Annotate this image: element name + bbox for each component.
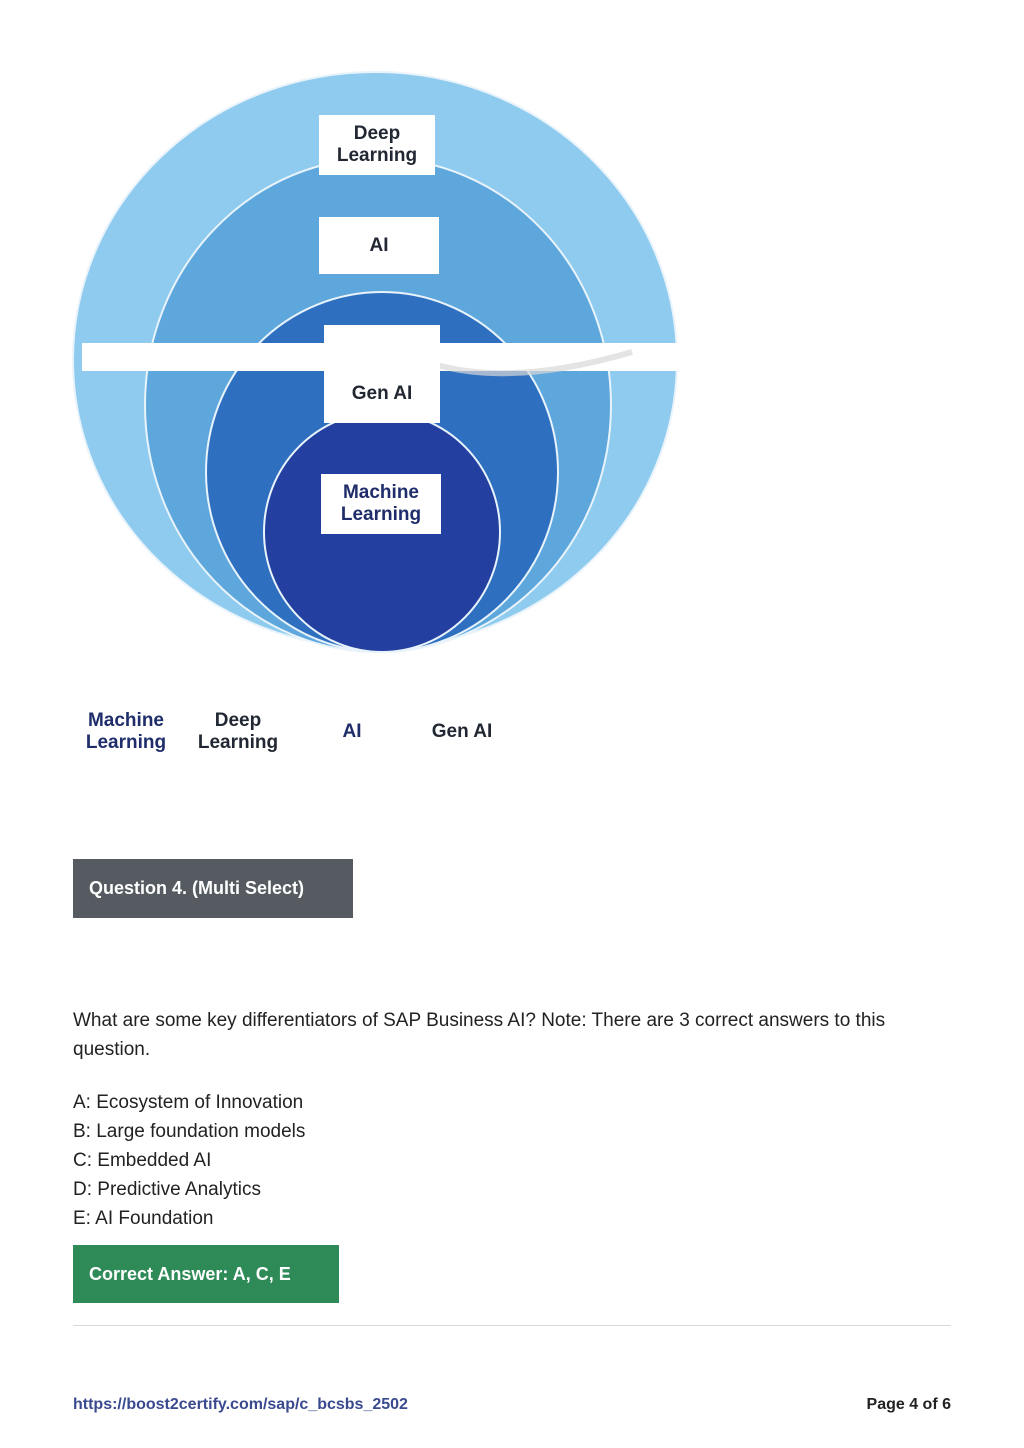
option-ai[interactable]: AI: [342, 721, 362, 742]
label-gen-ai: Gen AI: [324, 325, 440, 423]
option-deep-learning[interactable]: Deep Learning: [197, 710, 279, 753]
option-machine-learning[interactable]: Machine Learning: [85, 710, 167, 753]
answer-options: [73, 1088, 673, 1233]
option-e[interactable]: E: AI Foundation: [73, 1208, 214, 1229]
question-header: Question 4. (Multi Select): [73, 859, 353, 918]
label-ai: AI: [319, 217, 439, 274]
question-text: What are some key differentiators of SAP Business AI? Note: There are 3 correct answers to this question.: [73, 1010, 886, 1060]
option-a[interactable]: A: Ecosystem of Innovation: [73, 1092, 304, 1113]
option-gen-ai[interactable]: Gen AI: [431, 721, 493, 742]
label-deep-learning: Deep Learning: [319, 115, 435, 175]
correct-answer-box: Correct Answer: A, C, E: [73, 1245, 339, 1303]
page-number: Page 4 of 6: [866, 1396, 951, 1413]
option-c[interactable]: C: Embedded AI: [73, 1150, 212, 1171]
divider: [73, 1325, 951, 1326]
footer-url-link[interactable]: https://boost2certify.com/sap/c_bcsbs_2502: [73, 1396, 408, 1413]
drag-options: [72, 702, 512, 762]
option-d[interactable]: D: Predictive Analytics: [73, 1179, 261, 1200]
nested-circles-diagram: [72, 60, 712, 700]
label-machine-learning: Machine Learning: [321, 474, 441, 534]
option-b[interactable]: B: Large foundation models: [73, 1121, 306, 1142]
